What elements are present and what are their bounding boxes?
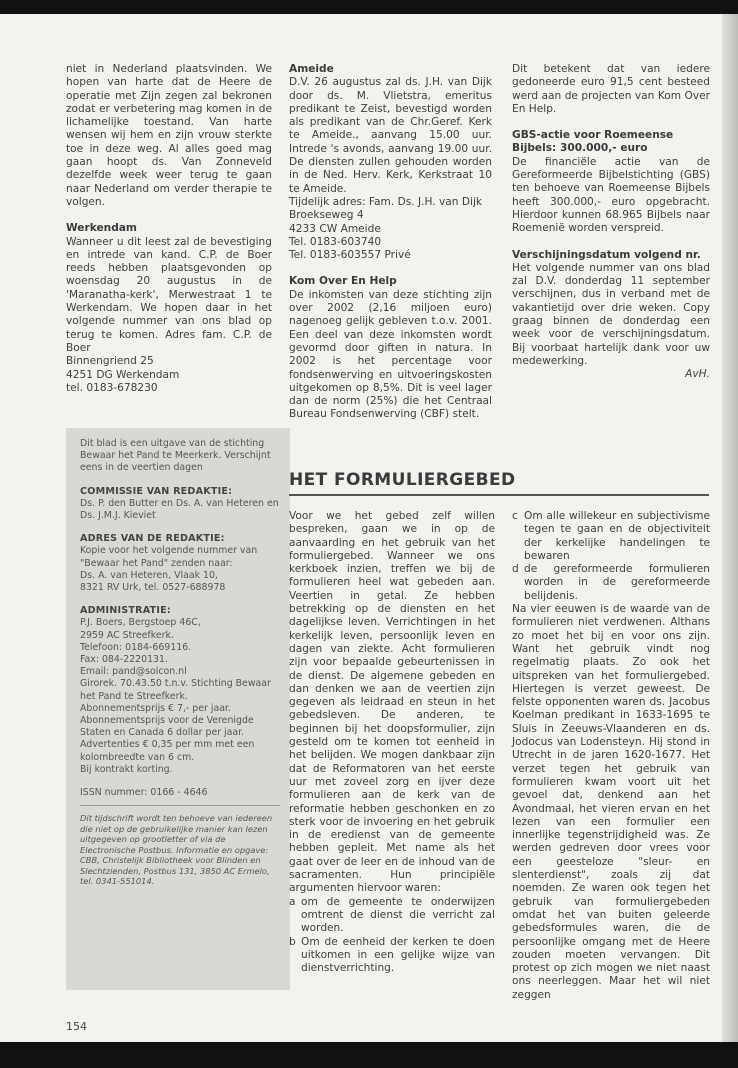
address-line: Tel. 0183-603557 Privé — [289, 249, 411, 262]
paragraph: Het volgende nummer van ons blad zal D.V. donderdag 11 september verschijnen, dus in verband met de vakantietijd over drie weken. Copy graag binnen de donderdag een week voor de verschijningsdatum. Bij voorbaat hartelijk dank voor uw medewerking. — [512, 261, 710, 367]
section-title-kom-over-en-help: Kom Over En Help — [289, 275, 397, 288]
colophon-heading: ADMINISTRATIE: — [80, 605, 171, 617]
column-right — [512, 63, 710, 382]
paragraph: De inkomsten van deze stichting zijn over 2002 (2,16 miljoen euro) nagenoeg gelijk gebleven t.o.v. 2001. Een deel van deze inkomsten wordt gevormd door giften in natura. In 2002 is het percentage voor fondsenwerving en uitvoeringskosten uitgekomen op 8,5%. Dit is veel lager dan de norm (25%) die het Centraal Bureau Fondsenwerving (CBF) stelt. — [289, 288, 492, 421]
list-item — [289, 936, 495, 976]
section-title-verschijningsdatum: Verschijningsdatum volgend nr. — [512, 248, 701, 261]
list-text: de gereformeerde formulieren worden in de gereformeerde belijdenis. — [524, 563, 710, 602]
issn: ISSN nummer: 0166 - 4646 — [80, 787, 208, 799]
address-line: Binnengriend 25 — [66, 355, 154, 368]
article-title: HET FORMULIERGEBED — [289, 470, 709, 496]
paragraph: Na vier eeuwen is de waarde van de formulieren niet verdwenen. Althans zo moet het bij en voor ons zijn. Want het gebruik vindt nog regelmatig plaats. Zo ook het uitspreken van het formuliergebed. Hiertegen is verzet geweest. De felste opponenten waren ds. Jacobus Koelman predikant in 1633-1695 te Sluis in Zeeuws-Vlaanderen en ds. Jodocus van Lodensteyn. Hij stond in Utrecht in de jaren 1620-1677. Het verzet tegen het gebruik van formulieren kwam voort uit het gevoel dat, denkend aan het Avondmaal, het vieren ervan en het lezen van een formulier een innerlijke tegenstrijdigheid was. Ze werden gedreven door vrees voor een geesteloze "sleur- en slenterdienst", zoals zij dat noemden. Ze waren ook tegen het gebruik van formuliergebeden omdat het van buiten geleerde gebedsformules waren, die de persoonlijke omgang met de Heere zouden moeten vervangen. Dit protest op zich mogen we niet naast ons neerleggen. Maar het wil niet zeggen — [512, 603, 710, 1001]
paragraph: Wanneer u dit leest zal de bevestiging en intrede van kand. C.P. de Boer reeds hebben plaatsgevonden op woensdag 20 augustus in de 'Maranatha-kerk', Merwestraat 1 te Werkendam. We hopen daar in het volgende nummer van ons blad op terug te komen. Adres fam. C.P. de Boer — [66, 235, 272, 354]
list-text: Om alle willekeur en subjectivisme tegen te gaan en de objectiviteit der kerkelijke handelingen te bewaren — [524, 510, 710, 562]
address-line: tel. 0183-678230 — [66, 381, 158, 394]
paragraph: niet in Nederland plaatsvinden. We hopen van harte dat de Heere de operatie met Zijn zegen zal bekronen zodat er verbetering mag komen in de lichamelijke toestand. Van harte wensen wij hem en zijn vrouw sterkte toe in deze weg. Al alles goed mag gaan hoopt ds. Van Zonneveld dezelfde week weer terug te gaan naar Nederland om verder therapie te volgen. — [66, 63, 272, 208]
list-marker: c — [512, 510, 518, 522]
article-column-right — [512, 510, 710, 1002]
colophon-line: 8321 RV Urk, tel. 0527-688978 — [80, 582, 226, 594]
list-item — [289, 896, 495, 936]
paragraph: D.V. 26 augustus zal ds. J.H. van Dijk door ds. M. Vlietstra, emeritus predikant te Zeist, bevestigd worden als predikant van de Chr.Geref. Kerk te Ameide., aanvang 15.00 uur. Intrede 's avonds, aanvang 19.00 uur. De diensten zullen gehouden worden in de Ned. Herv. Kerk, Kerkstraat 10 te Ameide. — [289, 76, 492, 195]
colophon-line: 2959 AC Streefkerk. — [80, 629, 174, 641]
colophon-line: Advertenties € 0,35 per mm met een kolombreedte van 6 cm. — [80, 739, 255, 763]
colophon-line: Fax: 084-2220131. — [80, 654, 168, 666]
colophon-line: P.J. Boers, Bergstoep 46C, — [80, 617, 201, 629]
address-line: Broekseweg 4 — [289, 209, 364, 222]
colophon-line: Bij kontrakt korting. — [80, 763, 173, 775]
colophon-heading: COMMISSIE VAN REDAKTIE: — [80, 485, 233, 497]
colophon-line: Abonnementsprijs € 7,- per jaar. — [80, 702, 231, 714]
section-title-werkendam: Werkendam — [66, 222, 137, 235]
paragraph: Dit betekent dat van iedere gedoneerde euro 91,5 cent besteed werd aan de projecten van Kom Over En Help. — [512, 63, 710, 115]
colophon-line: Ds. A. van Heteren, Vlaak 10, — [80, 569, 218, 581]
colophon-intro: Dit blad is een uitgave van de stichting Bewaar het Pand te Meerkerk. Verschijnt eens in de veertien dagen — [80, 438, 271, 474]
address-line: 4233 CW Ameide — [289, 222, 381, 235]
scan-top-border — [0, 0, 738, 14]
paragraph: Voor we het gebed zelf willen bespreken, gaan we in op de aanvaarding en het gebruik van het formuliergebed. Wanneer we ons kerkboek inzien, treffen we bij de formulieren heel wat gebeden aan. Veertien in getal. Ze hebben betrekking op de diensten en het dagelijkse leven. Verrichtingen in het kerkelijk leven, persoonlijk leven en dagen van ziekte. Acht formulieren zijn voor bepaalde gebeurtenissen in de dienst. De algemene gebeden en dan denken we aan de veertien zijn gegeven als leidraad en steun in het gebedsleven. De anderen, te beginnen bij het doopsformulier, zijn gesteld om te komen tot eenheid in het belijden. We mogen dankbaar zijn dat de Reformatoren van het eerste uur met zoveel zorg en ijver deze formulieren aan de kerk van de reformatie hebben geschonken en zo sterk voor de invoering en het gebruik in de eredienst van de gemeente hebben gepleit. Met name als het gaat over de leer en de inhoud van de sacramenten. Hun principiële argumenten hiervoor waren: — [289, 510, 495, 895]
colophon-line: Girorek. 70.43.50 t.n.v. Stichting Bewaar het Pand te Streefkerk. — [80, 678, 271, 702]
colophon-box — [66, 428, 290, 990]
colophon-heading: ADRES VAN DE REDAKTIE: — [80, 533, 225, 545]
list-item — [512, 563, 710, 603]
section-title-gbs: GBS-actie voor Roemeense Bijbels: 300.000,- euro — [512, 129, 674, 155]
colophon-line: Telefoon: 0184-669116. — [80, 641, 192, 653]
list-text: om de gemeente te onderwijzen omtrent de dienst die verricht zal worden. — [301, 895, 495, 935]
colophon-line: Abonnementsprijs voor de Verenigde Staten en Canada 6 dollar per jaar. — [80, 715, 254, 739]
list-item — [512, 510, 710, 563]
page-edge-shadow — [722, 14, 738, 1042]
colophon-text: Ds. P. den Butter en Ds. A. van Heteren en Ds. J.M.J. Kieviet — [80, 497, 279, 522]
column-left — [66, 63, 272, 395]
divider — [80, 805, 280, 806]
address-line: Tel. 0183-603740 — [289, 235, 382, 248]
accessibility-note: Dit tijdschrift wordt ten behoeve van iedereen die niet op de gebruikelijke manier kan lezen uitgegeven op grootletter of via de Electronische Postbus. Informatie en opgave: CBB, Christelijk Bibliotheek voor Blinden en Slechtzienden, Postbus 131, 3850 AC Ermelo, tel. 0341-551014. — [80, 813, 273, 887]
page-number: 154 — [66, 1020, 87, 1033]
list-text: Om de eenheid der kerken te doen uitkomen in een gelijke wijze van dienstverrichting. — [301, 935, 495, 975]
address-line: Tijdelijk adres: Fam. Ds. J.H. van Dijk — [289, 195, 483, 208]
list-marker: a — [289, 895, 296, 908]
address-line: 4251 DG Werkendam — [66, 368, 180, 381]
signature: AvH. — [685, 368, 710, 381]
section-title-ameide: Ameide — [289, 63, 334, 75]
scan-bottom-border — [0, 1042, 738, 1068]
colophon-text: Kopie voor het volgende nummer van "Bewaar het Pand" zenden naar: — [80, 545, 258, 569]
article-column-left — [289, 510, 495, 975]
colophon-line: Email: pand@solcon.nl — [80, 666, 187, 678]
column-middle — [289, 63, 492, 422]
paragraph: De financiële actie van de Gereformeerde Bijbelstichting (GBS) ten behoeve van Roemeense Bijbels heeft 300.000,- euro opgebracht. Hierdoor kunnen 68.965 Bijbels naar Roemenië worden verspreid. — [512, 155, 710, 235]
list-marker: d — [512, 563, 519, 576]
list-marker: b — [289, 935, 296, 948]
